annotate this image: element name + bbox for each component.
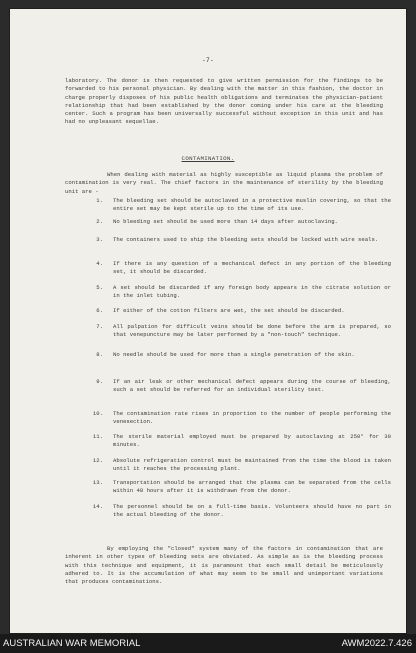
list-item-text: If an air leak or other mechanical defect appears during the course of bleeding, such a set should be referred for an individual sterility test.	[113, 378, 391, 394]
list-item-text: The sterile material employed must be prepared by autoclaving at 250° for 30 minutes.	[113, 433, 391, 449]
list-item-text: The contamination rate rises in proportion to the number of people performing the venesection.	[113, 410, 391, 426]
list-item-number: 10.	[92, 410, 103, 417]
list-item-number: 7.	[96, 323, 103, 330]
list-item-text: The containers used to ship the bleeding sets should be locked with wire seals.	[113, 236, 379, 243]
list-item-text: Transportation should be arranged that the plasma can be separated from the cells within 48 hours after it is withdrawn from the donor.	[113, 479, 391, 495]
lead-paragraph: When dealing with material as highly susceptible as liquid plasma the problem of contamination is very real. The chief factors in the maintenance of sterility by the bleeding unit are -	[65, 171, 383, 195]
list-item-text: Absolute refrigeration control must be maintained from the time the blood is taken until it reaches the processing plant.	[113, 457, 391, 473]
list-item-text: No bleeding set should be used more than 14 days after autoclaving.	[113, 218, 338, 225]
list-item-number: 11.	[92, 433, 103, 440]
archive-footer	[0, 634, 416, 653]
list-item-number: 3.	[96, 236, 103, 243]
list-item-number: 1.	[96, 197, 103, 204]
list-item-number: 2.	[96, 218, 103, 225]
archive-source: AUSTRALIAN WAR MEMORIAL	[3, 638, 141, 649]
list-item-text: If either of the cotton filters are wet, the set should be discarded.	[113, 307, 345, 314]
document-page	[9, 8, 407, 634]
list-item-text: The personnel should be on a full-time basis. Volunteers should have no part in the actual bleeding of the donor.	[113, 503, 391, 519]
list-item-text: No needle should be used for more than a single penetration of the skin.	[113, 351, 355, 358]
list-item-number: 6.	[96, 307, 103, 314]
list-item-text: All palpation for difficult veins should be done before the arm is prepared, so that venepuncture may be later performed by a "non-touch" technique.	[113, 323, 391, 339]
section-heading: CONTAMINATION.	[181, 155, 235, 162]
list-item-number: 5.	[96, 284, 103, 291]
list-item-number: 9.	[96, 378, 103, 385]
list-item-number: 12.	[92, 457, 103, 464]
list-item-number: 13.	[92, 479, 103, 486]
archive-reference: AWM2022.7.426	[341, 638, 412, 649]
list-item-text: A set should be discarded if any foreign body appears in the citrate solution or in the inlet tubing.	[113, 284, 391, 300]
closing-paragraph: By employing the "closed" system many of the factors in contamination that are inherent in other types of bleeding sets are obviated. As simple as is the bleeding process with this technique and equipment, it is paramount that each small detail be meticulously adhered to. It is the accumulation of what may seem to be small and unimportant variations that produces contaminations.	[65, 545, 383, 586]
intro-paragraph: laboratory. The donor is then requested to give written permission for the findings to be forwarded to his personal physician. By dealing with the matter in this fashion, the doctor in charge properly disposes of his public health obligations and terminates the physician-patient relationship that had been established by the donor coming under his care at the bleeding center. Such a program has been universally successful without exception in this unit and has had no unpleasant sequellae.	[65, 77, 383, 126]
list-item-number: 4.	[96, 260, 103, 267]
list-item-text: The bleeding set should be autoclaved in a protective muslin covering, so that the entire set may be kept sterile up to the time of its use.	[113, 197, 391, 213]
list-item-text: If there is any question of a mechanical defect in any portion of the bleeding set, it should be discarded.	[113, 260, 391, 276]
list-item-number: 14.	[92, 503, 103, 510]
page-number: -7-	[201, 57, 215, 64]
list-item-number: 8.	[96, 351, 103, 358]
